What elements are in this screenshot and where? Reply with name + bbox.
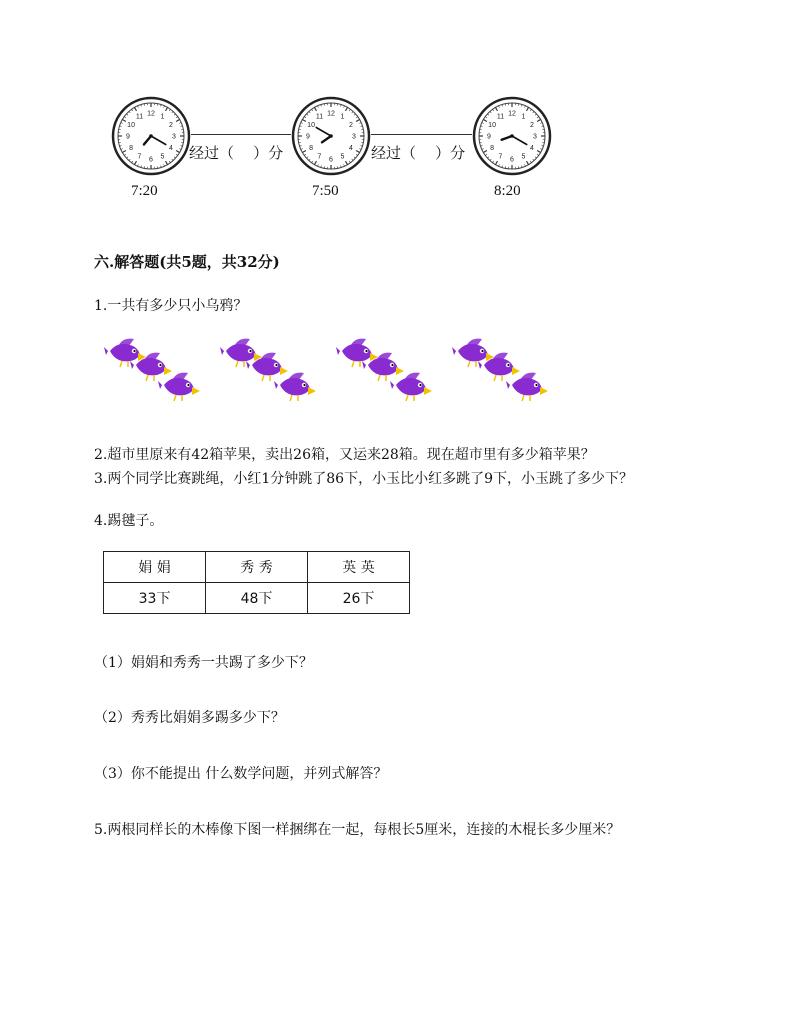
clock-numeral: 8 [309, 145, 314, 152]
clock-numeral: 4 [168, 145, 173, 152]
clock-time-1: 7:20 [131, 183, 158, 199]
clock-numeral: 1 [160, 113, 165, 121]
clock-numeral: 11 [496, 113, 505, 121]
clock-numeral: 6 [149, 156, 153, 164]
table-header-cell: 娟 娟 [104, 552, 206, 583]
clock-numeral: 9 [487, 133, 491, 141]
clock-numeral: 3 [172, 133, 176, 141]
clock-numeral: 5 [160, 153, 165, 161]
clock-1 [111, 96, 191, 176]
crow-svg [100, 333, 550, 413]
clock-numeral: 3 [533, 133, 537, 141]
table-row [104, 583, 410, 614]
connector-line-1 [191, 134, 291, 135]
elapsed-label-2: 经过（ ）分 [371, 144, 466, 162]
question-5: 5.两根同样长的木棒像下图一样捆绑在一起，每根长5厘米，连接的木棍长多少厘米？ [94, 822, 621, 838]
section-title: 六.解答题(共5题，共32分) [94, 253, 280, 271]
question-2: 2.超市里原来有42箱苹果，卖出26箱，又运来28箱。现在超市里有多少箱苹果？ [94, 447, 595, 463]
clock-numeral: 4 [348, 145, 353, 152]
clock-numeral: 2 [529, 122, 534, 129]
clock-numeral: 11 [315, 113, 324, 121]
clock-numeral: 2 [168, 122, 173, 129]
clock-numeral: 12 [508, 110, 516, 118]
clock-numeral: 9 [126, 133, 130, 141]
connector-line-2 [371, 134, 472, 135]
question-4-part-1: （1）娟娟和秀秀一共踢了多少下？ [94, 655, 313, 671]
kick-table [103, 551, 410, 614]
question-3: 3.两个同学比赛跳绳，小红1分钟跳了86下，小玉比小红多跳了9下，小玉跳了多少下？ [94, 471, 633, 487]
clock-numeral: 12 [327, 110, 335, 118]
clock-numeral: 10 [488, 122, 496, 129]
clock-numeral: 7 [498, 153, 503, 161]
table-header-cell: 秀 秀 [206, 552, 308, 583]
table-cell: 48下 [206, 583, 308, 614]
clock-center [510, 134, 514, 138]
clock-face [111, 96, 191, 176]
elapsed-label-1: 经过（ ）分 [189, 144, 284, 162]
clock-numeral: 4 [529, 145, 534, 152]
clock-numeral: 11 [135, 113, 144, 121]
question-4-part-2: （2）秀秀比娟娟多踢多少下？ [94, 710, 285, 726]
question-1: 1.一共有多少只小乌鸦？ [94, 298, 248, 314]
clock-numeral: 1 [521, 113, 526, 121]
clock-numeral: 1 [340, 113, 345, 121]
clock-numeral: 7 [137, 153, 142, 161]
clock-center [329, 134, 333, 138]
table-header-cell: 英 英 [308, 552, 410, 583]
clock-2 [291, 96, 371, 176]
clock-numeral: 6 [510, 156, 514, 164]
clock-time-2: 7:50 [312, 183, 339, 199]
clock-numeral: 9 [306, 133, 310, 141]
clock-numeral: 2 [348, 122, 353, 129]
clock-numeral: 5 [521, 153, 526, 161]
crow-illustration [100, 333, 550, 413]
question-4-part-3: （3）你不能提出 什么数学问题，并列式解答？ [94, 766, 388, 782]
table-header-row [104, 552, 410, 583]
table-cell: 33下 [104, 583, 206, 614]
clock-numeral: 12 [147, 110, 155, 118]
crow-icon [390, 373, 432, 401]
clock-center [149, 134, 153, 138]
clock-face [291, 96, 371, 176]
clock-numeral: 10 [127, 122, 135, 129]
clock-numeral: 5 [340, 153, 345, 161]
clock-numeral: 8 [490, 145, 495, 152]
clock-time-3: 8:20 [494, 183, 521, 199]
clock-numeral: 6 [329, 156, 333, 164]
crow-icon [506, 373, 548, 401]
question-4: 4.踢毽子。 [94, 513, 164, 529]
clock-numeral: 10 [307, 122, 315, 129]
clock-face [472, 96, 552, 176]
table-cell: 26下 [308, 583, 410, 614]
clock-numeral: 8 [129, 145, 134, 152]
crow-icon [274, 373, 316, 401]
clock-numeral: 7 [317, 153, 322, 161]
crow-icon [158, 373, 200, 401]
clock-3 [472, 96, 552, 176]
clock-numeral: 3 [352, 133, 356, 141]
